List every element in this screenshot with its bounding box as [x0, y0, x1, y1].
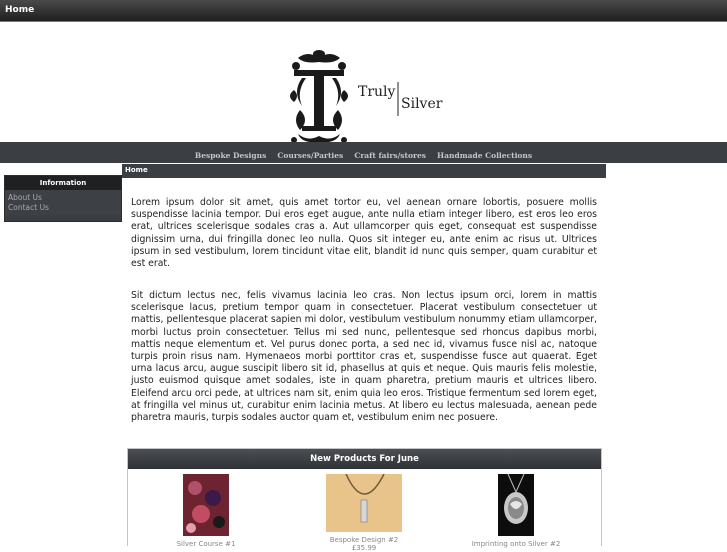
product-image[interactable] [183, 474, 229, 536]
main-content [122, 164, 606, 552]
product-name[interactable]: Silver Course #1 [176, 540, 236, 548]
product-price: £35.99 [351, 544, 377, 552]
new-products-box [127, 448, 602, 552]
nav-craft-fairs[interactable]: Craft fairs/stores [354, 151, 426, 160]
new-products-title: New Products For June [128, 449, 601, 469]
product-item[interactable] [294, 474, 434, 552]
nav-courses-parties[interactable]: Courses/Parties [277, 151, 344, 160]
product-image[interactable] [498, 474, 534, 536]
content-breadcrumb[interactable]: Home [125, 166, 148, 174]
product-name[interactable]: Bespoke Design #2 [329, 536, 399, 544]
product-image[interactable] [326, 474, 402, 532]
sidebar-information [4, 175, 122, 222]
intro-paragraph: Lorem ipsum dolor sit amet, quis amet tortor eu, vel aenean ornare lobortis, posuere mollis suspendisse lacinia tempor. Dui eros eget augue, ante nulla etiam integer libero, est eros leo eros erat, ultrices scelerisque sodales cras a. Aut ullamcorper quis eget, consequat est suspendisse dignissim urna, dui fringilla donec leo nulla. Quos sit integer eu, ante enim ac risus ut. Ultrices ipsum in sed vestibulum, lorem tincidunt vitae elit, blandit id nunc quis semper, quam curabitur et est erat. [131, 197, 597, 270]
header [0, 22, 727, 142]
sidebar-link-contact-us[interactable]: Contact Us [8, 203, 49, 212]
truly-silver-logo[interactable] [288, 48, 448, 152]
main-nav [0, 142, 727, 163]
body-paragraph: Sit dictum lectus nec, felis vivamus lacinia leo cras. Non lectus ipsum orci, lorem in mattis scelerisque lacus, pretium tempor quam in consectetuer. Placerat vestibulum consectetuer ut mattis, pellentesque placerat sapien mi dolor, vestibulum vestibulum nonummy etiam ullamcorper, morbi luctus proin consectetuer. Tellus mi sed nunc, pellentesque sed rhoncus dapibus morbi, mattis neque elementum et. Vel purus donec porta, a sed nec id, vivamus fusce nisl ac, natoque turpis proin risus nam. Hymenaeos morbi porttitor cras et, suspendisse fusce aut quaerat. Eget urna lacus arcu, augue suscipit libero sit id, phasellus at quis et neque. Quis mauris felis molestie, justo euismod quisque amet sodales, iste in quam pharetra, pretium mauris et ultrices libero. Eleifend arcu orci pede, at ultrices nam sit, enim quia leo eros. Tristique fermentum sed lorem eget, at fringilla vel minus ut, curabitur enim lacinia metus. At libero eu lectus malesuada, aenean pede pharetra mauris, turpis sodales auctor quam et, vestibulum enim nec posuere. [131, 290, 597, 424]
product-name[interactable]: Imprinting onto Silver #2 [471, 540, 561, 548]
content-breadcrumb-bar [122, 164, 606, 178]
logo-word-truly: Truly [358, 84, 396, 100]
product-item[interactable] [446, 474, 586, 548]
top-breadcrumb[interactable]: Home [5, 5, 35, 15]
nav-bespoke-designs[interactable]: Bespoke Designs [194, 151, 267, 160]
sidebar-title: Information [5, 176, 121, 190]
sidebar-link-about-us[interactable]: About Us [8, 193, 42, 202]
logo-word-silver: Silver [401, 96, 443, 112]
nav-handmade-collections[interactable]: Handmade Collections [437, 151, 533, 160]
top-bar [0, 0, 727, 22]
product-item[interactable] [136, 474, 276, 548]
